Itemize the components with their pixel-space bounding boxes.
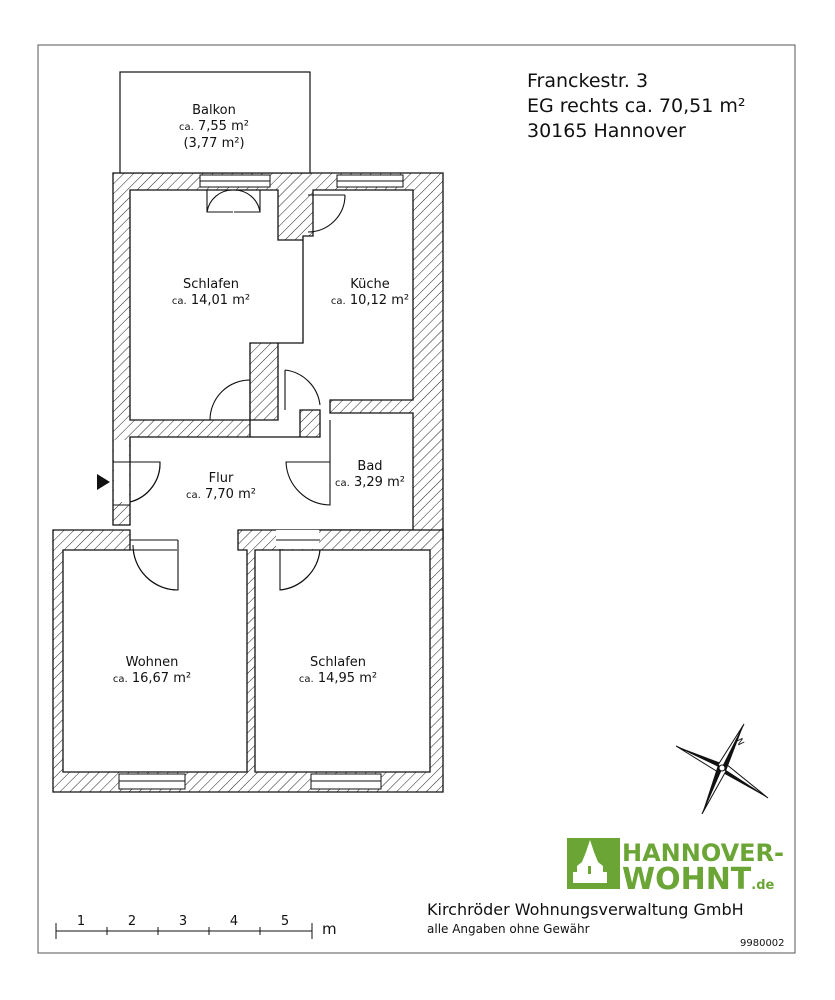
disclaimer: alle Angaben ohne Gewähr — [427, 922, 590, 936]
room-flur-name: Flur — [208, 471, 234, 486]
svg-text:ca. 14,95 m² — [299, 671, 377, 686]
compass-icon — [676, 724, 768, 814]
scale-tick-2: 2 — [127, 914, 137, 929]
hannover-wohnt-logo — [567, 838, 784, 897]
room-kueche-area: 10,12 m² — [349, 293, 410, 308]
room-bad-area: 3,29 m² — [354, 475, 405, 490]
scale-tick-4: 4 — [229, 914, 239, 929]
logo-line2: WOHNT — [622, 862, 752, 897]
svg-text:ca. 10,12 m² — [331, 293, 409, 308]
address-street: Franckestr. 3 — [527, 70, 649, 92]
address-floor: EG rechts ca. 70,51 m² — [527, 95, 746, 117]
room-wohnen-area: 16,67 m² — [131, 671, 192, 686]
room-kueche-name: Küche — [350, 277, 390, 292]
room-kueche-prefix: ca. — [330, 296, 346, 307]
room-schlafen2-area: 14,95 m² — [317, 671, 378, 686]
room-wohnen-name: Wohnen — [125, 655, 179, 670]
room-wohnen-prefix: ca. — [112, 674, 128, 685]
scale-tick-3: 3 — [178, 914, 188, 929]
company-name: Kirchröder Wohnungsverwaltung GmbH — [427, 900, 744, 919]
room-balkon-name: Balkon — [192, 103, 236, 118]
room-bad-prefix: ca. — [335, 478, 350, 489]
logo-suffix: .de — [751, 878, 775, 893]
compass-north-label: N — [733, 736, 746, 748]
room-schlafen1-area: 14,01 m² — [190, 293, 251, 308]
logo-line1: HANNOVER- — [622, 839, 784, 867]
svg-text:ca. 7,70 m² — [186, 487, 256, 502]
room-schlafen2-prefix: ca. — [298, 674, 314, 685]
svg-text:ca. 7,55 m² — [179, 119, 249, 134]
svg-text:WOHNT.de — [622, 862, 775, 897]
svg-text:ca. 3,29 m² — [335, 475, 405, 490]
room-schlafen2-name: Schlafen — [309, 655, 367, 670]
room-balkon-prefix: ca. — [179, 122, 194, 133]
room-schlafen1-prefix: ca. — [171, 296, 187, 307]
address-city: 30165 Hannover — [527, 120, 686, 142]
scale-tick-1: 1 — [76, 914, 86, 929]
room-balkon-note: (3,77 m²) — [183, 136, 245, 151]
scale-tick-5: 5 — [280, 914, 290, 929]
room-schlafen1-name: Schlafen — [182, 277, 240, 292]
room-flur-prefix: ca. — [186, 490, 201, 501]
svg-text:ca. 14,01 m² — [172, 293, 250, 308]
scale-unit: m — [322, 920, 337, 938]
room-flur-area: 7,70 m² — [205, 487, 256, 502]
plan-code: 9980002 — [740, 938, 785, 949]
svg-text:ca. 16,67 m² — [113, 671, 191, 686]
room-balkon-area: 7,55 m² — [198, 119, 249, 134]
room-bad-name: Bad — [357, 459, 383, 474]
entrance-arrow-icon — [97, 474, 110, 490]
